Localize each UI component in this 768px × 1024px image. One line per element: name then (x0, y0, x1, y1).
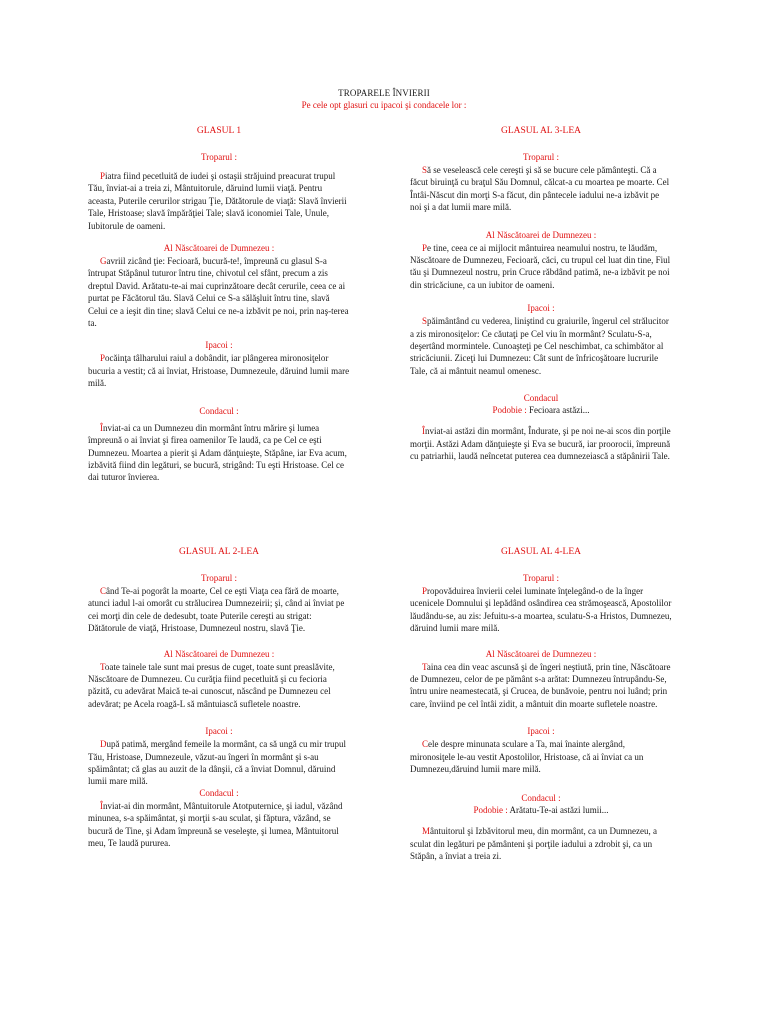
glasul-3-section (410, 126, 672, 474)
paragraph-body: ând Te-ai pogorât la moarte, Cel ce eşti Viaţa cea fără de moarte, atunci iadul l-ai omorât cu strălucirea Dumnezeirii; şi, când ai înviat pe cei morţi din cele de dedesubt, toate Puterile cereşti au strigat: Dătătorule de viaţă, Hristoase, Dumnezeul nostru, slavă Ţie. (88, 586, 345, 634)
glasul-4-ipacoi-label: Ipacoi : (527, 726, 555, 737)
glasul-2-troparul-label: Troparul : (201, 573, 237, 583)
glasul-4-nascatoarei-label: Al Născătoarei de Dumnezeu : (485, 648, 597, 659)
glasul-3-troparul-label: Troparul : (523, 152, 559, 162)
paragraph-body: nviat-ai astăzi din mormânt, Îndurate, şi pe noi ne-ai scos din porţile morţii. Astăzi Adam dănţuieşte şi Eva se bucură, iar proorocii, împreună cu patriarhii, laudă neîncetat puterea cea dumnezeiască a stăpânirii Tale. (410, 426, 671, 462)
glasul-3-nascatoarei-text (410, 242, 672, 292)
drop-initial: C (100, 586, 107, 596)
glasul-1-nascatoarei-text (88, 255, 350, 329)
glasul-1-condacul-text (88, 422, 350, 484)
glasul-4-title: GLASUL AL 4-LEA (500, 547, 582, 557)
glasul-4-ipacoi-text (410, 738, 672, 775)
glasul-2-ipacoi-text (88, 738, 350, 788)
drop-initial: T (100, 661, 105, 672)
glasul-4-troparul-text (410, 585, 672, 635)
paragraph-body: ele despre minunata sculare a Ta, mai înainte alergând, mironosiţele le-au vestit Apostolilor, Hristoase, că ai înviat ca un Dumnezeu,dăruind lumii mare milă. (410, 739, 644, 775)
podobie-text: Arătatu-Te-ai astăzi lumii... (509, 805, 609, 816)
glasul-1-troparul-label: Troparul : (201, 152, 237, 162)
paragraph-body: nviat-ai din mormânt, Mântuitorule Atotputernice, şi iadul, văzând minunea, s-a spăimântat, şi morţii s-au sculat, şi făptura, văzând, se bucură de Tine, şi Adam împreună se veseleşte, şi lumea, Mântuitorul meu, Te laudă pururea. (88, 800, 343, 849)
glasul-3-troparul-text (410, 164, 672, 214)
glasul-3-nascatoarei-label: Al Născătoarei de Dumnezeu : (485, 229, 597, 240)
drop-initial: T (422, 661, 427, 672)
paragraph-body: nviat-ai ca un Dumnezeu din mormânt întru mărire şi lumea împreună o ai înviat şi firea oamenilor Te laudă, ca pe Cel ce eşti Dumnezeu. Moartea a pierit şi Adam dănţuieşte, Stăpâne, iar Eva acum, izbăvită fiind din legături, se bucură, strigând: Tu eşti Hristoase. Cel ce dai tuturor învierea. (88, 422, 347, 483)
drop-initial: P (422, 242, 428, 253)
glasul-2-section (88, 547, 350, 861)
glasul-2-condacul-text (88, 800, 350, 850)
glasul-2-title: GLASUL AL 2-LEA (178, 547, 260, 557)
glasul-3-condacul-label: Condacul (523, 393, 559, 404)
podobie-text: Fecioara astăzi... (529, 405, 590, 416)
glasul-4-troparul-label: Troparul : (523, 573, 559, 583)
glasul-1-condacul-label: Condacul : (199, 405, 239, 416)
glasul-1-ipacoi-text (88, 352, 350, 389)
glasul-1-section (88, 126, 350, 495)
glasul-1-ipacoi-label: Ipacoi : (205, 340, 233, 351)
glasul-2-nascatoarei-label: Al Născătoarei de Dumnezeu : (163, 648, 275, 659)
drop-initial: G (100, 256, 107, 267)
drop-initial: S (422, 316, 428, 327)
drop-initial: Î (100, 422, 103, 433)
glasul-3-ipacoi-label: Ipacoi : (527, 303, 555, 314)
glasul-2-condacul-label: Condacul : (199, 787, 239, 798)
glasul-4-condacul-label: Condacul : (521, 793, 561, 804)
paragraph-body: e tine, ceea ce ai mijlocit mântuirea neamului nostru, te lăudăm, Născătoare de Dumnezeu, Fecioară, căci, cu trupul cel luat din tine, Fiul tău şi Dumnezeul nostru, prin Cruce răbdând patimă, ne-a izbăvit pe noi din stricăciune, ca un iubitor de oameni. (410, 242, 671, 290)
glasul-1-troparul-text (88, 170, 350, 232)
document-subtitle: Pe cele opt glasuri cu ipacoi şi condacele lor : (301, 100, 467, 110)
paragraph-body: ocăinţa tâlharului raiul a dobândit, iar plângerea mironosiţelor bucuria a vestit; că ai înviat, Hristoase, Dumnezeule, dăruind lumii mare milă. (88, 353, 350, 389)
glasul-2-ipacoi-label: Ipacoi : (205, 726, 233, 737)
paragraph-body: păimântând cu vederea, liniştind cu graiurile, îngerul cel strălucitor a zis mironosiţelor: Ce căutaţi pe Cel viu în mormânt? Sculatu-S-a, deşertând mormintele. Cunoaşteţi pe Cel neschimbat, ca schimbător al stricăciunii. Ziceţi lui Dumnezeu: Cât sunt de înfricoşătoare lucrurile Tale, că ai mântuit neamul omenesc. (410, 316, 669, 376)
glasul-4-nascatoarei-text (410, 661, 672, 711)
drop-initial: Î (422, 426, 425, 437)
podobie-label: Podobie : (492, 405, 527, 416)
drop-initial: Î (100, 800, 103, 811)
drop-initial: P (100, 353, 106, 364)
glasul-4-condacul-text (410, 825, 672, 862)
drop-initial: P (100, 171, 106, 181)
glasul-3-ipacoi-text (410, 315, 672, 377)
glasul-1-title: GLASUL 1 (196, 126, 242, 136)
drop-initial: M (422, 826, 431, 837)
glasul-3-condacul-text (410, 425, 672, 462)
drop-initial: D (100, 739, 107, 750)
document-title: TROPARELE ÎNVIERII (338, 88, 430, 98)
paragraph-body: ântuitorul şi Izbăvitorul meu, din mormânt, ca un Dumnezeu, a sculat din legături pe pământeni şi porţile iadului a zdrobit şi, ca un Stăpân, a înviat a treia zi. (410, 826, 657, 862)
glasul-1-nascatoarei-label: Al Născătoarei de Dumnezeu : (163, 243, 275, 254)
drop-initial: P (422, 586, 428, 596)
glasul-4-section (410, 547, 672, 874)
paragraph-body: oate tainele tale sunt mai presus de cuget, toate sunt preaslăvite, Născătoare de Dumnezeu. Cu curăţia fiind pecetluită şi cu fecioria păzită, cu adevărat Maică te-ai cunoscut, născând pe Dumnezeu cel adevărat; pe Acela roagă-L să mântuiască sufletele noastre. (88, 661, 335, 709)
glasul-3-podobie (410, 405, 672, 415)
paragraph-body: aina cea din veac ascunsă şi de îngeri neştiută, prin tine, Născătoare de Dumnezeu, celor de pe pământ s-a arătat: Dumnezeu întrupându-Se, întru unire neamestecată, şi Crucea, de bunăvoie, pentru noi luând; prin care, înviind pe cel întâi zidit, a mântuit din moarte sufletele noastre. (410, 661, 671, 709)
paragraph-body: ropovăduirea învierii celei luminate înţelegând-o de la înger ucenicele Domnului şi lepădând osândirea cea strămoşească, Apostolilor lăudându-se, au zis: Jefuitu-s-a moartea, sculatu-S-a Hristos, Dumnezeu, dăruind lumii mare milă. (410, 586, 672, 634)
glasul-3-title: GLASUL AL 3-LEA (500, 126, 582, 136)
paragraph-body: ă se veselească cele cereşti şi să se bucure cele pământeşti. Că a făcut biruinţă cu braţul Său Domnul, călcat-a cu moartea pe moarte. Cel Întâi-Născut din morţi S-a făcut, din pântecele iadului ne-a izbăvit pe noi şi a dat lumii mare milă. (410, 165, 670, 213)
glasul-4-podobie (410, 805, 672, 815)
drop-initial: C (422, 739, 429, 750)
glasul-2-nascatoarei-text (88, 661, 350, 711)
paragraph-body: upă patimă, mergând femeile la mormânt, ca să ungă cu mir trupul Tău, Hristoase, Dumnezeule, văzut-au îngeri în mormânt şi s-au spăimântat; că glas au auzit de la dânşii, că a înviat Domnul, dăruind lumii mare milă. (88, 739, 347, 787)
glasul-2-troparul-text (88, 585, 350, 635)
podobie-label: Podobie : (473, 805, 508, 816)
paragraph-body: iatra fiind pecetluită de iudei şi ostaşii străjuind preacurat trupul Tău, înviat-ai a treia zi, Mântuitorule, dăruind lumii viaţă. Pentru aceasta, Puterile cerurilor strigau Ţie, Dătătorule de viaţă: Slavă învierii Tale, Hristoase; slavă împărăţiei Tale; slavă iconomiei Tale, Unule, Iubitorule de oameni. (88, 171, 347, 231)
drop-initial: S (422, 165, 428, 175)
paragraph-body: avriil zicând ţie: Fecioară, bucură-te!, împreună cu glasul S-a întrupat Stăpânul tuturor întru tine, chivotul cel sfânt, precum a zis dreptul David. Arătatu-te-ai mai cuprinzătoare decât cerurile, ceea ce ai purtat pe Făcătorul tău. Slavă Celui ce S-a sălăşluit întru tine, slavă Celui ce a ieşit din tine; slavă Celui ce ne-a izbăvit pe noi, prin naş-terea ta. (88, 256, 349, 329)
